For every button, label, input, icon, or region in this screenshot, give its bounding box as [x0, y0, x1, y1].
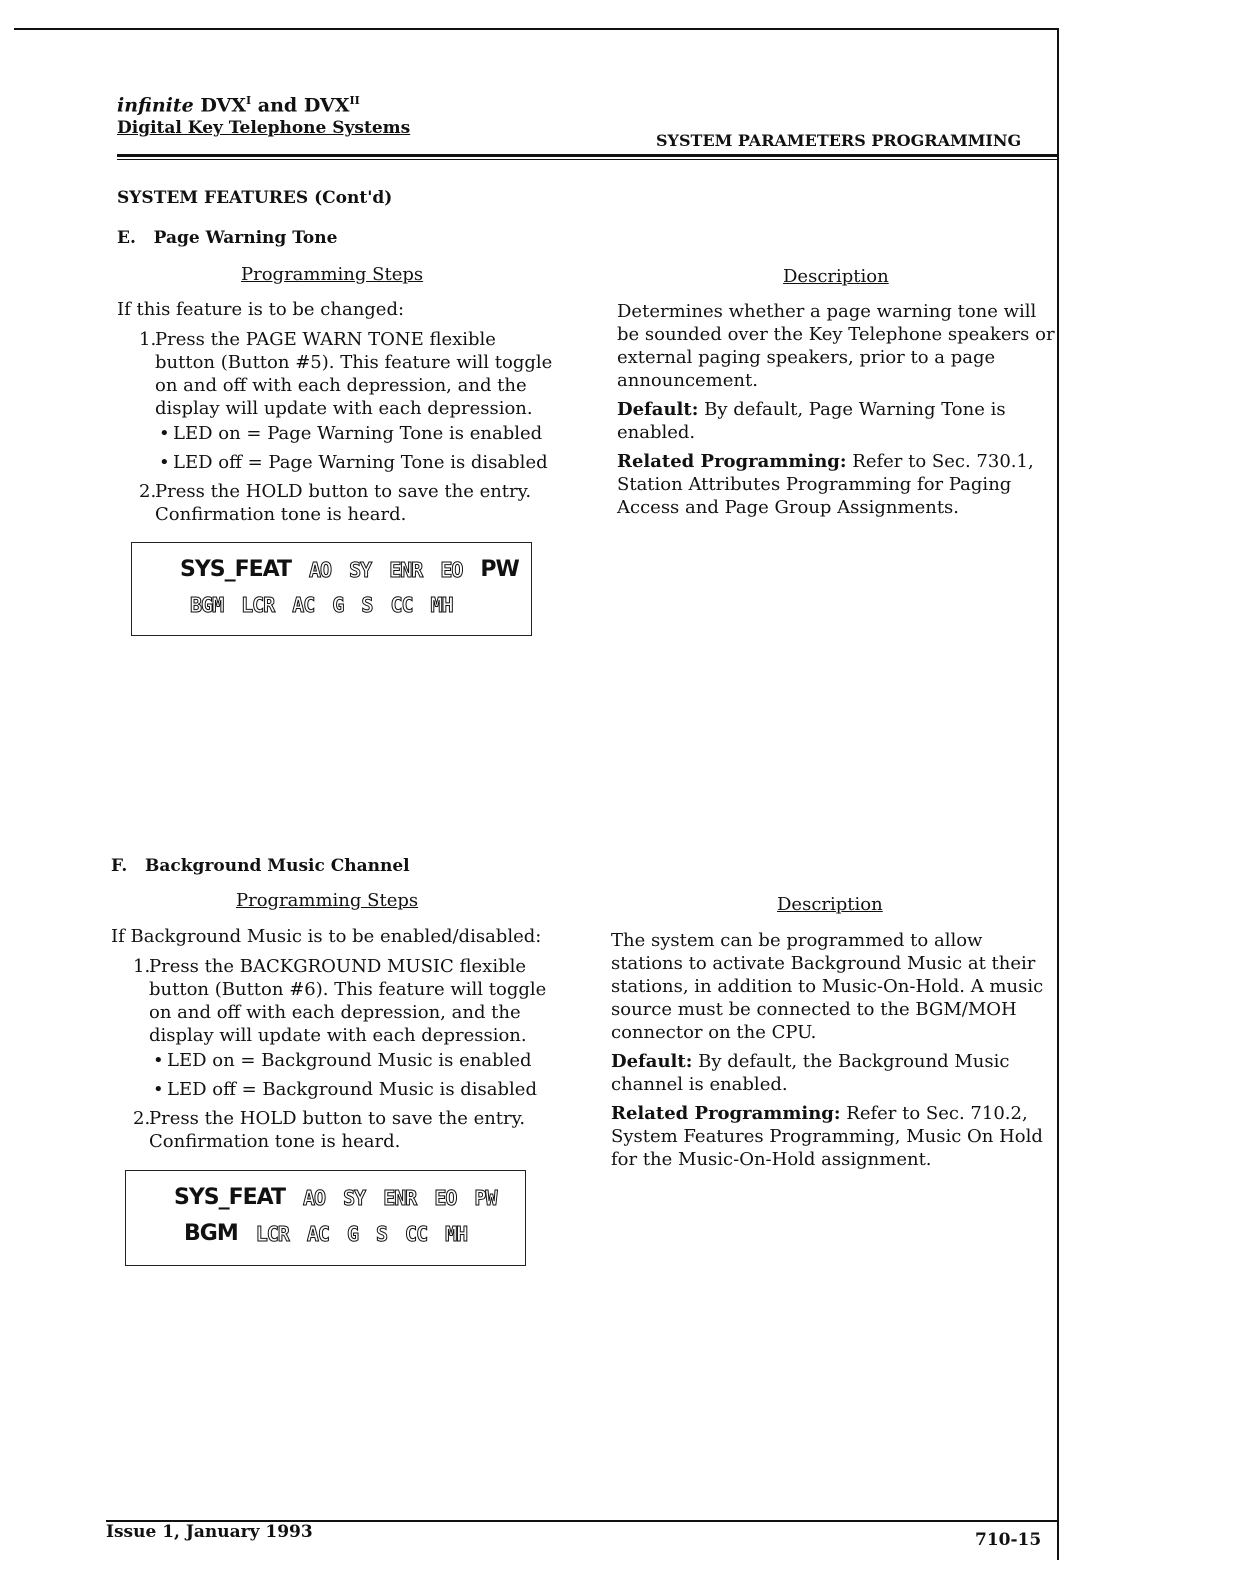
lcd-mh: MH [445, 1221, 468, 1246]
f-steps-column [111, 925, 551, 1157]
lcd-g: G [346, 1221, 358, 1246]
lcd-enr: ENR [389, 557, 423, 582]
lcd-sy: SY [349, 557, 372, 582]
subsection-f-heading [111, 856, 410, 876]
f-led-on: • LED on = Background Music is enabled [149, 1049, 551, 1072]
header-rule [117, 154, 1057, 157]
f-description-heading: Description [777, 894, 883, 915]
lcd-ao: AO [309, 557, 332, 582]
step-number: 1. [133, 956, 151, 977]
lcd-cc: CC [390, 593, 413, 617]
lcd-g: G [332, 593, 344, 617]
e-led-states [155, 422, 557, 474]
lcd-sys-feat: SYS_FEAT [174, 1185, 286, 1210]
lcd-s: S [375, 1221, 388, 1246]
step-number: 2. [133, 1108, 151, 1129]
brand-italic: infinite [117, 94, 194, 117]
page-number: 710-15 [975, 1530, 1042, 1550]
lcd-bgm: BGM [190, 593, 224, 617]
brand-dvx2: and DVX [257, 94, 350, 117]
lcd-row-1 [132, 557, 579, 582]
document-header [117, 94, 410, 138]
e-step-1 [117, 328, 557, 474]
f-led-off: • LED off = Background Music is disabled [149, 1078, 551, 1101]
lcd-ac: AC [306, 1221, 329, 1246]
e-steps-heading: Programming Steps [241, 264, 424, 285]
default-text: By default, Page Warning Tone is enabled. [617, 399, 1006, 443]
e-led-on: • LED on = Page Warning Tone is enabled [155, 422, 557, 445]
e-step-2 [117, 480, 557, 526]
lcd-mh: MH [430, 593, 453, 617]
default-label: Default: [611, 1051, 693, 1072]
f-steps-list [111, 955, 551, 1153]
lcd-ac: AC [292, 593, 315, 617]
related-label: Related Programming: [617, 451, 847, 472]
f-step-2 [111, 1107, 551, 1153]
brand-sup1: I [246, 94, 252, 107]
lcd-cc: CC [405, 1221, 428, 1246]
e-intro: If this feature is to be changed: [117, 299, 405, 320]
brand-dvx1: DVX [200, 94, 247, 117]
subsection-e-heading [117, 228, 337, 248]
step-text: Press the BACKGROUND MUSIC flexible button (Button #6). This feature will toggle on and off with each depression, and the display will update with each depression. [149, 956, 547, 1046]
lcd-bgm-active: BGM [184, 1221, 238, 1246]
lcd-s: S [361, 593, 373, 617]
lcd-lcr: LCR [241, 593, 275, 617]
subsection-title: Page Warning Tone [153, 228, 338, 248]
lcd-row-2 [126, 1221, 583, 1246]
f-steps-heading: Programming Steps [236, 890, 419, 911]
f-step-1 [111, 955, 551, 1101]
lcd-sy: SY [343, 1185, 366, 1210]
subsection-letter: E. [117, 228, 136, 248]
right-border [1057, 28, 1059, 1560]
lcd-ao: AO [303, 1185, 326, 1210]
header-rule-thin [117, 159, 1057, 160]
lcd-row-2 [132, 593, 589, 617]
step-text: Press the PAGE WARN TONE flexible button (Button #5). This feature will toggle on and off with each depression, and the display will update with each depression. [155, 329, 553, 419]
default-label: Default: [617, 399, 699, 420]
e-related [617, 450, 1057, 519]
brand-title [117, 94, 410, 116]
lcd-lcr: LCR [255, 1221, 289, 1246]
f-description-column [611, 929, 1051, 1177]
brand-sup2: II [349, 94, 360, 107]
e-steps-column [117, 298, 557, 530]
f-default [611, 1050, 1051, 1096]
issue-date: Issue 1, January 1993 [106, 1522, 313, 1542]
f-led-states [149, 1049, 551, 1101]
e-steps-list [117, 328, 557, 526]
lcd-row-1 [126, 1185, 573, 1210]
subsection-letter: F. [111, 856, 128, 876]
f-lcd-display [125, 1170, 526, 1266]
lcd-eo: EO [434, 1185, 457, 1210]
header-subtitle: Digital Key Telephone Systems [117, 118, 411, 139]
header-section-name: SYSTEM PARAMETERS PROGRAMMING [656, 131, 1022, 150]
e-description-text: Determines whether a page warning tone will be sounded over the Key Telephone speakers or external paging speakers, prior to a page announcement. [617, 301, 1055, 391]
lcd-pw-active: PW [480, 557, 519, 582]
default-text: By default, the Background Music channel is enabled. [611, 1051, 1010, 1095]
lcd-eo: EO [440, 557, 463, 582]
e-description-column [617, 300, 1057, 525]
lcd-enr: ENR [383, 1185, 417, 1210]
f-description-text: The system can be programmed to allow stations to activate Background Music at their stations, in addition to Music-On-Hold. A music source must be connected to the BGM/MOH connector on the CPU. [611, 930, 1044, 1043]
step-text: Press the HOLD button to save the entry. Confirmation tone is heard. [155, 481, 532, 525]
top-border [14, 28, 1058, 30]
step-number: 2. [139, 481, 157, 502]
f-intro: If Background Music is to be enabled/disabled: [111, 926, 542, 947]
e-led-off: • LED off = Page Warning Tone is disabled [155, 451, 557, 474]
step-number: 1. [139, 329, 157, 350]
e-default [617, 398, 1057, 444]
subsection-title: Background Music Channel [145, 856, 410, 876]
f-related [611, 1102, 1051, 1171]
related-text: Refer to Sec. 730.1, Station Attributes Programming for Paging Access and Page Group Assignments. [617, 451, 1034, 518]
e-description-heading: Description [783, 266, 889, 287]
related-text: Refer to Sec. 710.2, System Features Programming, Music On Hold for the Music-On-Hold assignment. [611, 1103, 1043, 1170]
related-label: Related Programming: [611, 1103, 841, 1124]
lcd-sys-feat: SYS_FEAT [180, 557, 292, 582]
lcd-pw: PW [474, 1185, 497, 1210]
section-title: SYSTEM FEATURES (Cont'd) [117, 188, 393, 208]
e-lcd-display [131, 542, 532, 636]
step-text: Press the HOLD button to save the entry. Confirmation tone is heard. [149, 1108, 526, 1152]
